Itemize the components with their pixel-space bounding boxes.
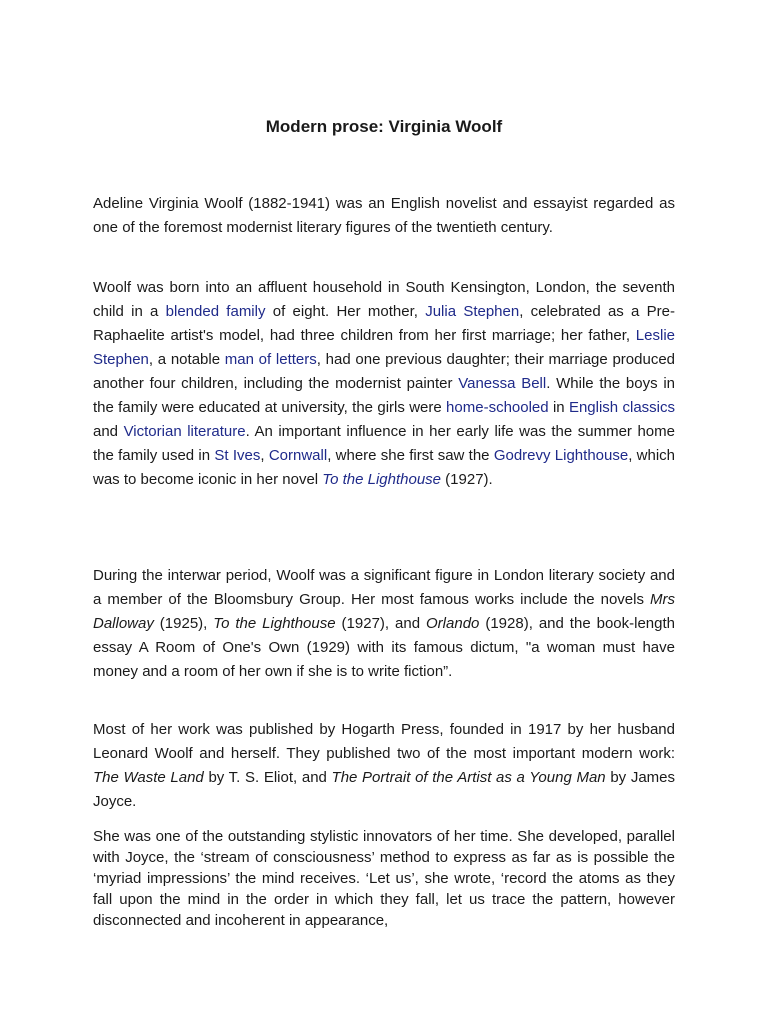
link-man-of-letters[interactable]: man of letters — [224, 351, 317, 368]
text-run: . While the boys in the family were educated at university, the girls were — [93, 375, 675, 416]
text-run: , which was to become iconic in her novel — [93, 447, 675, 488]
page-title: Modern prose: Virginia Woolf — [265, 117, 503, 136]
term-pre-raphaelite: Pre-Raphaelite — [93, 303, 675, 344]
text-run: , London, the seventh child in a — [93, 279, 675, 320]
text-run: and — [93, 423, 124, 440]
text-run: in — [548, 399, 569, 416]
text-run: , a notable — [148, 351, 225, 368]
text-run: , had one previous daughter; their marriage produced another four children, including the modernist painter — [93, 351, 676, 392]
text-run: Most of her work was published by Hogarth Press, founded in 1917 by her husband Leonard Woolf and herself. They published two of the most important modern work: — [93, 721, 675, 762]
text-run: During the interwar period, Woolf was a significant figure in London literary society and a member of the Bloomsbury Group. Her most famous works include the novels — [93, 567, 675, 608]
title-mrs-dalloway: Mrs Dalloway — [93, 591, 675, 632]
link-victorian-literature[interactable]: Victorian literature — [123, 423, 246, 440]
link-to-the-lighthouse[interactable]: To the Lighthouse — [322, 471, 442, 488]
link-godrevy-lighthouse[interactable]: Godrevy Lighthouse — [493, 447, 629, 464]
text-run: , — [260, 447, 269, 464]
link-julia-stephen[interactable]: Julia Stephen — [425, 303, 520, 320]
text-run: artist's model, had three children from her first marriage; her father, — [164, 327, 636, 344]
place-south-kensington: South Kensington — [405, 279, 526, 296]
text-run: . An important influence in her early life was the summer home the family used in — [93, 423, 675, 464]
link-cornwall[interactable]: Cornwall — [268, 447, 328, 464]
title-waste-land: The Waste Land — [93, 769, 204, 786]
paragraph-early-life — [93, 276, 675, 492]
text-run: (1925), — [153, 615, 214, 632]
link-english-classics[interactable]: English classics — [568, 399, 675, 416]
paragraph-interwar — [93, 564, 675, 684]
title-to-the-lighthouse: To the Lighthouse — [213, 615, 336, 632]
link-leslie-stephen[interactable]: Leslie Stephen — [93, 327, 675, 368]
link-home-schooled[interactable]: home-schooled — [446, 399, 549, 416]
title-orlando: Orlando — [426, 615, 480, 632]
paragraph-intro: Adeline Virginia Woolf (1882-1941) was an English novelist and essayist regarded as one of the foremost modernist literary figures of the twentieth century. — [93, 195, 675, 236]
title-portrait-of-the-artist: The Portrait of the Artist as a Young Man — [331, 769, 606, 786]
text-run: Woolf was born into an affluent household in — [93, 279, 406, 296]
text-run: (1928), and the book-length essay A Room of One's Own (1929) with its famous dictum, "a woman must have money and a room of her own if she is to write fiction”. — [93, 615, 675, 680]
text-run: by James Joyce. — [93, 769, 676, 810]
link-vanessa-bell[interactable]: Vanessa Bell — [458, 375, 547, 392]
link-st-ives[interactable]: St Ives — [214, 447, 261, 464]
text-run: (1927). — [441, 471, 493, 488]
link-blended-family[interactable]: blended family — [165, 303, 266, 320]
text-run: of eight. Her mother, — [265, 303, 426, 320]
paragraph-stream-of-consciousness: She was one of the outstanding stylistic innovators of her time. She developed, parallel with Joyce, the ‘stream of consciousness’ method to express as far as is possible the ‘myriad impressions’ the mind receives. ‘Let us’, she wrote, ‘record the atoms as they fall upon the mind in the order in which they fall, let us trace the pattern, however disconnected and incoherent in appearance, — [93, 828, 675, 929]
paragraph-hogarth-press — [93, 718, 675, 814]
text-run: , celebrated as a — [519, 303, 647, 320]
text-run: , where she first saw the — [327, 447, 494, 464]
text-run: (1927), and — [335, 615, 427, 632]
text-run: by T. S. Eliot, and — [203, 769, 332, 786]
